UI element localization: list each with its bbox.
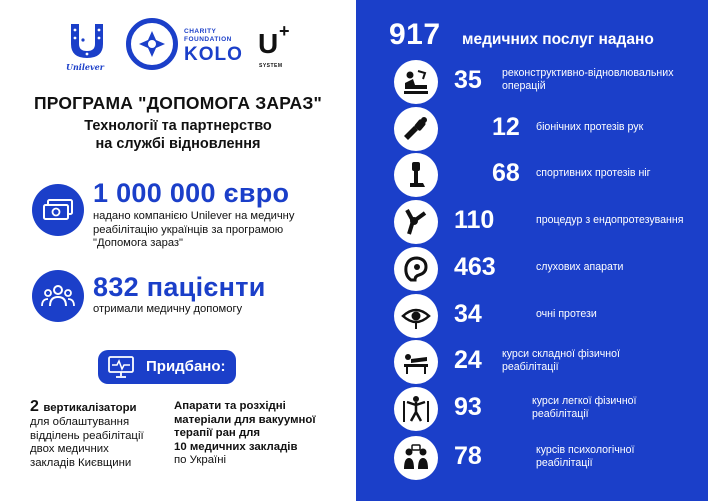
vacuum-line-2: матеріали для вакуумної xyxy=(174,413,316,426)
service-item xyxy=(394,200,694,244)
vacuum-line-3: терапії ран для xyxy=(174,427,261,439)
verticalizers-count: 2 xyxy=(30,398,39,415)
service-label: слухових апарати xyxy=(536,261,624,273)
vacuum-line-4: 10 медичних закладів xyxy=(174,440,298,453)
service-count: 68 xyxy=(492,159,520,187)
service-item xyxy=(394,436,694,480)
purchase-vacuum-therapy xyxy=(174,400,350,468)
rehab-bed-icon xyxy=(394,340,438,384)
service-count: 35 xyxy=(454,66,482,94)
services-total-label: медичних послуг надано xyxy=(462,31,654,48)
purchase-verticalizers xyxy=(30,398,168,470)
service-label-line-2: реабілітації xyxy=(532,408,589,420)
service-count: 34 xyxy=(454,300,482,328)
service-label-line-1: курси складної фізичної xyxy=(502,348,620,360)
service-item xyxy=(394,247,694,291)
service-label-line-2: реабілітації xyxy=(536,457,593,469)
money-icon xyxy=(32,184,84,236)
eye-icon xyxy=(394,294,438,338)
verticalizers-line-4: закладів Києвщини xyxy=(30,456,132,469)
service-label-line-2: операцій xyxy=(502,80,546,92)
funding-amount: 1 000 000 євро xyxy=(93,178,290,208)
subtitle-line-1: Технології та партнерство xyxy=(84,118,272,134)
unilever-u-icon xyxy=(66,20,108,62)
vacuum-line-5: по Україні xyxy=(174,454,227,466)
services-panel xyxy=(356,0,708,501)
knee-joint-icon xyxy=(394,200,438,244)
bionic-arm-icon xyxy=(394,107,438,151)
service-count: 12 xyxy=(492,113,520,141)
kolo-foundation-text: CHARITY FOUNDATION xyxy=(184,28,232,43)
service-label: біонічних протезів рук xyxy=(536,121,644,133)
service-count: 110 xyxy=(454,206,495,234)
funding-text-line-3: "Допомога зараз" xyxy=(93,237,184,249)
patients-count: 832 пацієнти xyxy=(93,272,266,302)
subtitle-line-2: на службі відновлення xyxy=(95,136,261,152)
service-label xyxy=(502,348,702,374)
verticalizers-line-3: двох медичних xyxy=(30,443,109,455)
partner-logos xyxy=(60,18,310,74)
funding-text xyxy=(93,210,294,251)
patients-text: отримали медичну допомогу xyxy=(93,303,243,315)
program-subtitle xyxy=(0,117,356,153)
surgery-icon xyxy=(394,60,438,104)
people-icon xyxy=(32,270,84,322)
service-label: спортивних протезів ніг xyxy=(536,167,651,179)
service-count: 463 xyxy=(454,253,496,281)
vacuum-line-1: Апарати та розхідні xyxy=(174,400,286,412)
usystem-word: SYSTEM xyxy=(259,63,283,69)
kolo-ring-icon xyxy=(126,18,178,70)
exercise-icon xyxy=(394,387,438,431)
kolo-logo xyxy=(126,18,246,74)
program-title: ПРОГРАМА "ДОПОМОГА ЗАРАЗ" xyxy=(33,93,323,113)
monitor-pulse-icon xyxy=(108,356,134,378)
service-label-line-1: реконструктивно-відновлювальних xyxy=(502,67,674,79)
service-label-line-1: курсів психологічної xyxy=(536,444,635,456)
service-count: 24 xyxy=(454,346,482,374)
service-item xyxy=(394,107,694,151)
service-item xyxy=(394,340,694,384)
service-label-line-1: курси легкої фізичної xyxy=(532,395,637,407)
service-item xyxy=(394,153,694,197)
unilever-wordmark: Unilever xyxy=(66,62,104,72)
psychology-icon xyxy=(394,436,438,480)
service-label xyxy=(532,395,708,421)
bought-label: Придбано: xyxy=(146,358,226,375)
funding-text-line-2: реабілітацію українців за програмою xyxy=(93,223,284,236)
usystem-logo xyxy=(258,18,302,74)
service-count: 78 xyxy=(454,442,482,470)
service-item xyxy=(394,294,694,338)
usystem-u: U xyxy=(258,28,279,59)
services-total: 917 xyxy=(389,18,441,51)
service-label xyxy=(536,444,708,470)
service-count: 93 xyxy=(454,393,482,421)
unilever-logo xyxy=(66,20,108,76)
verticalizers-line-1: для облаштування xyxy=(30,416,130,428)
bought-banner xyxy=(98,350,236,384)
funding-text-line-1: надано компанією Unilever на медичну xyxy=(93,210,295,222)
service-label: процедур з ендопротезування xyxy=(536,214,684,226)
service-label: очні протези xyxy=(536,308,597,320)
prosthetic-leg-icon xyxy=(394,153,438,197)
service-item xyxy=(394,60,694,104)
service-label-line-2: реабілітації xyxy=(502,361,559,373)
verticalizers-line-2: відділень реабілітації xyxy=(30,429,144,442)
hearing-aid-icon xyxy=(394,247,438,291)
service-item xyxy=(394,387,694,431)
verticalizers-title: вертикалізатори xyxy=(43,402,137,414)
service-label xyxy=(502,67,702,93)
usystem-plus: + xyxy=(279,21,290,41)
kolo-wordmark: KOLO xyxy=(184,44,243,65)
